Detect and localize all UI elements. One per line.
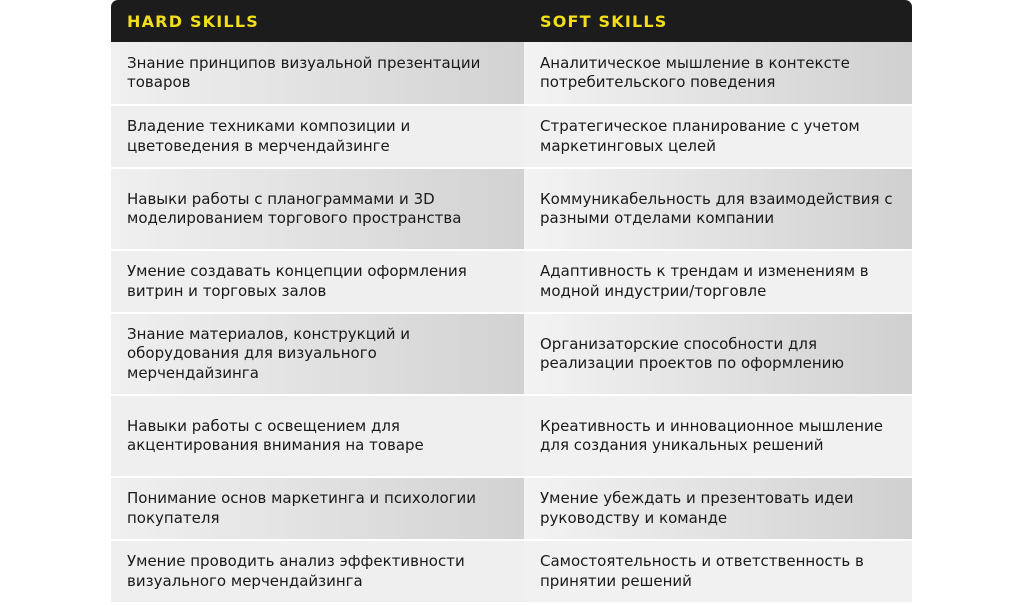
soft-skill-cell: Адаптивность к трендам и изменениям в модной индустрии/торговле — [524, 250, 912, 313]
hard-skill-cell: Знание материалов, конструкций и оборудования для визуального мерчендайзинга — [111, 313, 524, 395]
table-row — [111, 477, 912, 540]
hard-skill-cell: Умение проводить анализ эффективности визуального мерчендайзинга — [111, 540, 524, 603]
table-row — [111, 250, 912, 313]
table-row — [111, 395, 912, 477]
table-row — [111, 105, 912, 168]
hard-skill-cell: Понимание основ маркетинга и психологии покупателя — [111, 477, 524, 540]
header-row — [111, 0, 912, 42]
soft-skill-cell: Стратегическое планирование с учетом маркетинговых целей — [524, 105, 912, 168]
table-row — [111, 168, 912, 250]
hard-skill-cell: Навыки работы с освещением для акцентирования внимания на товаре — [111, 395, 524, 477]
hard-skill-cell: Знание принципов визуальной презентации товаров — [111, 42, 524, 105]
soft-skill-cell: Аналитическое мышление в контексте потребительского поведения — [524, 42, 912, 105]
soft-skill-cell: Креативность и инновационное мышление для создания уникальных решений — [524, 395, 912, 477]
soft-skill-cell: Коммуникабельность для взаимодействия с разными отделами компании — [524, 168, 912, 250]
hard-skill-cell: Умение создавать концепции оформления витрин и торговых залов — [111, 250, 524, 313]
header-hard-skills: HARD SKILLS — [111, 0, 524, 42]
table-header — [111, 0, 912, 42]
hard-skill-cell: Владение техниками композиции и цветоведения в мерчендайзинге — [111, 105, 524, 168]
skills-table-container — [111, 0, 912, 605]
soft-skill-cell: Самостоятельность и ответственность в принятии решений — [524, 540, 912, 603]
header-soft-skills: SOFT SKILLS — [524, 0, 912, 42]
table-row — [111, 540, 912, 603]
table-body — [111, 42, 912, 603]
table-row — [111, 42, 912, 105]
soft-skill-cell: Умение убеждать и презентовать идеи руководству и команде — [524, 477, 912, 540]
table-row — [111, 313, 912, 395]
soft-skill-cell: Организаторские способности для реализации проектов по оформлению — [524, 313, 912, 395]
skills-table — [111, 0, 912, 604]
hard-skill-cell: Навыки работы с планограммами и 3D моделированием торгового пространства — [111, 168, 524, 250]
